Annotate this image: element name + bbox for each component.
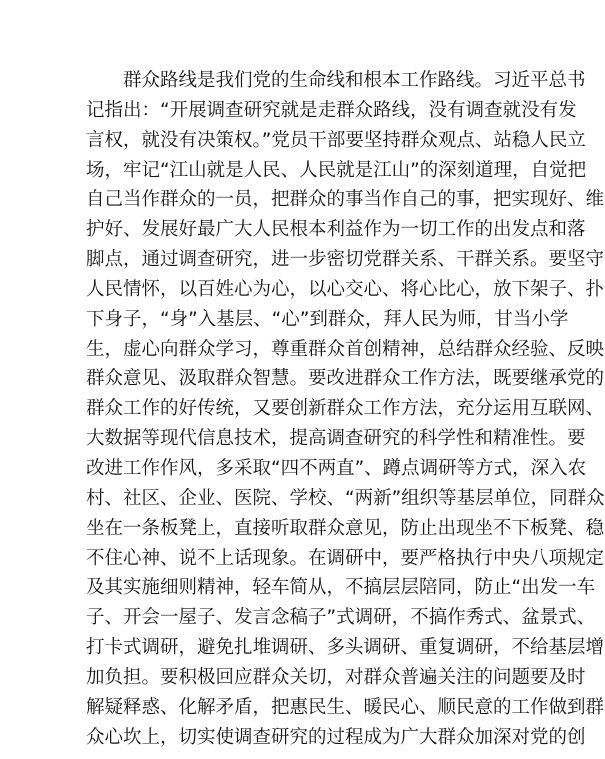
paragraph-line: 群众工作的好传统，又要创新群众工作方法，充分运用互联网、 [86,398,605,420]
paragraph-line: 不住心神、说不上话现象。在调研中，要严格执行中央八项规定 [86,547,605,569]
paragraph-line: 打卡式调研，避免扎堆调研、多头调研、重复调研，不给基层增 [86,637,605,659]
paragraph-line: 言权，就没有决策权。”党员干部要坚持群众观点、站稳人民立 [86,129,586,151]
paragraph [86,66,605,752]
paragraph-line: 及其实施细则精神，轻车简从，不搞层层陪同，防止“出发一车 [86,577,596,599]
paragraph-line: 坐在一条板凳上，直接听取群众意见，防止出现坐不下板凳、稳 [86,517,605,539]
paragraph-line: 众心坎上，切实使调查研究的过程成为广大群众加深对党的创 [86,726,586,748]
paragraph-line: 群众意见、汲取群众智慧。要改进群众工作方法，既要继承党的 [86,368,605,390]
paragraph-line: 场，牢记“江山就是人民、人民就是江山”的深刻道理，自觉把 [86,159,587,181]
paragraph-line: 下身子，“身”入基层、“心”到群众，拜人民为师，甘当小学 [86,308,569,330]
paragraph-line: 脚点，通过调查研究，进一步密切党群关系、干群关系。要坚守 [86,249,605,271]
paragraph-line: 改进工作作风，多采取“四不两直”、蹲点调研等方式，深入农 [86,457,587,479]
paragraph-line: 自己当作群众的一员，把群众的事当作自己的事，把实现好、维 [86,189,605,211]
paragraph-line: 生，虚心向群众学习，尊重群众首创精神，总结群众经验、反映 [86,338,605,360]
paragraph-line: 解疑释惑、化解矛盾，把惠民生、暖民心、顺民意的工作做到群 [86,696,605,718]
paragraph-line: 护好、发展好最广大人民根本利益作为一切工作的出发点和落 [86,219,586,241]
paragraph-line: 群众路线是我们党的生命线和根本工作路线。习近平总书 [123,70,586,91]
paragraph-line: 人民情怀，以百姓心为心，以心交心、将心比心，放下架子、扑 [86,278,605,300]
paragraph-line: 村、社区、企业、医院、学校、“两新”组织等基层单位，同群众 [86,487,605,509]
paragraph-line: 加负担。要积极回应群众关切，对群众普遍关注的问题要及时 [86,666,586,688]
paragraph-line: 大数据等现代信息技术，提高调查研究的科学性和精准性。要 [86,428,586,450]
paragraph-line: 记指出：“开展调查研究就是走群众路线，没有调查就没有发 [86,99,577,121]
paragraph-line: 子、开会一屋子、发言念稿子”式调研，不搞作秀式、盆景式、 [86,607,596,629]
